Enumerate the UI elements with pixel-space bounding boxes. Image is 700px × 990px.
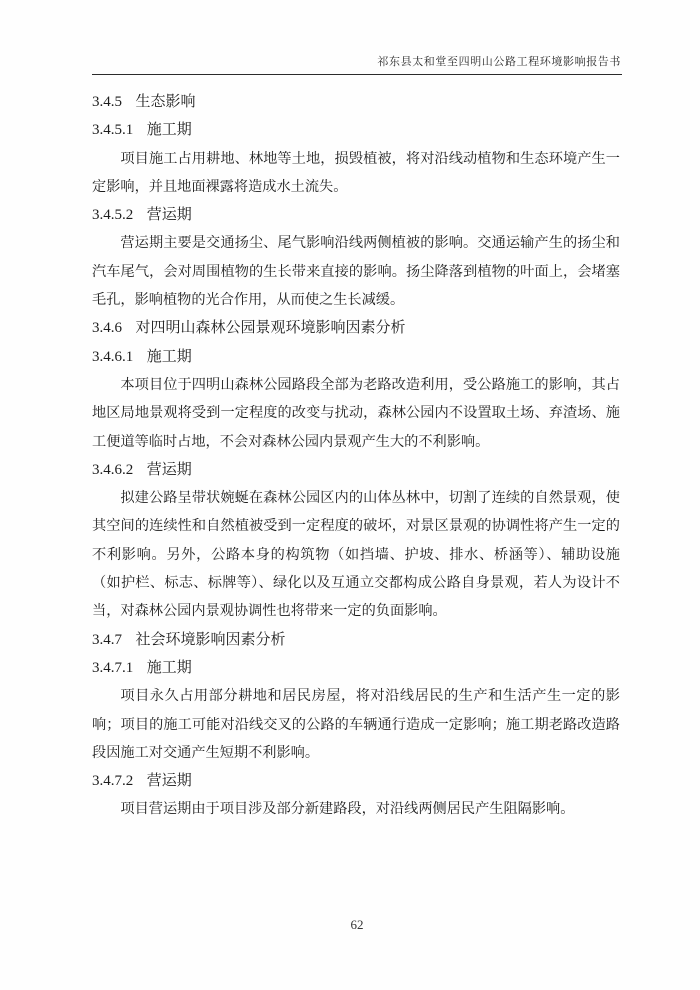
heading-number: 3.4.6.1 bbox=[92, 348, 134, 365]
heading-title: 营运期 bbox=[146, 207, 192, 224]
paragraph: 项目营运期由于项目涉及部分新建路段，对沿线两侧居民产生阻隔影响。 bbox=[120, 801, 575, 818]
section-heading-3-4-7 bbox=[92, 626, 620, 654]
heading-number: 3.4.7 bbox=[92, 631, 122, 648]
heading-number: 3.4.5.2 bbox=[92, 207, 134, 224]
heading-number: 3.4.5 bbox=[92, 94, 122, 110]
heading-title: 对四明山森林公园景观环境影响因素分析 bbox=[135, 320, 406, 337]
subsection-heading-3-4-7-1 bbox=[92, 654, 620, 682]
heading-number: 3.4.6.2 bbox=[92, 461, 134, 478]
section-heading-3-4-5 bbox=[92, 88, 620, 116]
paragraph: 项目永久占用部分耕地和居民房屋，将对沿线居民的生产和生活产生一定的影响；项目的施工可能对沿线交叉的公路的车辆通行造成一定影响；施工期老路改造路段因施工对交通产生短期不利影响。 bbox=[92, 688, 620, 761]
section-heading-3-4-6 bbox=[92, 314, 620, 342]
page-number: 62 bbox=[350, 917, 364, 932]
subsection-heading-3-4-7-2 bbox=[92, 767, 620, 795]
page-content bbox=[92, 88, 620, 824]
subsection-heading-3-4-6-2 bbox=[92, 456, 620, 484]
running-header-title: 祁东县太和堂至四明山公路工程环境影响报告书 bbox=[377, 56, 621, 68]
heading-number: 3.4.5.1 bbox=[92, 122, 134, 139]
heading-number: 3.4.6 bbox=[92, 320, 122, 337]
paragraph: 营运期主要是交通扬尘、尾气影响沿线两侧植被的影响。交通运输产生的扬尘和汽车尾气，会对周围植物的生长带来直接的影响。扬尘降落到植物的叶面上，会堵塞毛孔，影响植物的光合作用，从而使之生长减缓。 bbox=[92, 235, 620, 309]
heading-number: 3.4.7.2 bbox=[92, 773, 134, 790]
header-rule bbox=[92, 74, 622, 75]
paragraph: 项目施工占用耕地、林地等土地，损毁植被，将对沿线动植物和生态环境产生一定影响，并且地面裸露将造成水土流失。 bbox=[92, 150, 620, 195]
paragraph: 拟建公路呈带状婉蜒在森林公园区内的山体丛林中，切割了连续的自然景观，使其空间的连续性和自然植被受到一定程度的破坏，对景区景观的协调性将产生一定的不利影响。另外，公路本身的构筑物（如挡墙、护坡、排水、桥涵等）、辅助设施（如护栏、标志、标牌等）、绿化以及互通立交都构成公路自身景观，若人为设计不当，对森林公园内景观协调性也将带来一定的负面影响。 bbox=[92, 490, 620, 620]
subsection-heading-3-4-5-1 bbox=[92, 116, 620, 144]
heading-title: 施工期 bbox=[146, 122, 192, 139]
subsection-heading-3-4-6-1 bbox=[92, 343, 620, 371]
heading-number: 3.4.7.1 bbox=[92, 659, 134, 676]
heading-title: 社会环境影响因素分析 bbox=[135, 631, 286, 648]
heading-title: 生态影响 bbox=[135, 94, 196, 110]
paragraph: 本项目位于四明山森林公园路段全部为老路改造利用，受公路施工的影响，其占地区局地景观将受到一定程度的改变与扰动，森林公园内不设置取土场、弃渣场、施工便道等临时占地，不会对森林公园内景观产生大的不利影响。 bbox=[92, 376, 620, 450]
heading-title: 营运期 bbox=[146, 461, 192, 478]
subsection-heading-3-4-5-2 bbox=[92, 201, 620, 229]
heading-title: 营运期 bbox=[146, 773, 192, 790]
heading-title: 施工期 bbox=[146, 348, 192, 365]
heading-title: 施工期 bbox=[146, 659, 192, 676]
